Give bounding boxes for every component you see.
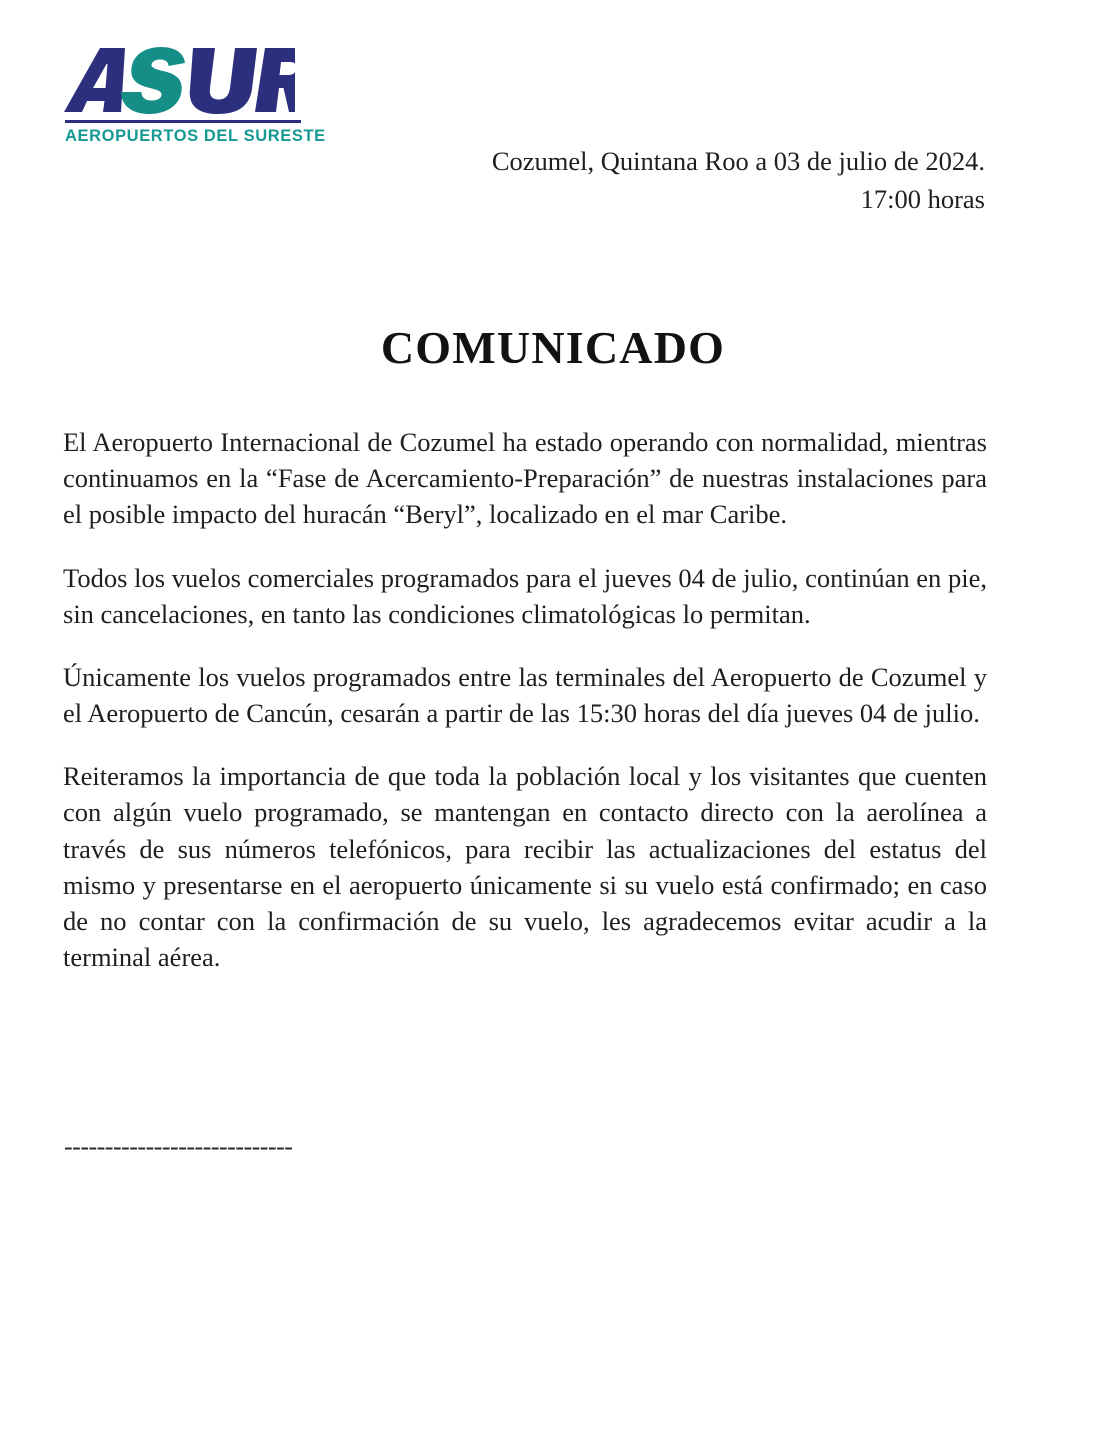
asur-logo (63, 44, 326, 146)
dateline (492, 143, 985, 218)
signature-dashed-rule: ---------------------------- (64, 1132, 293, 1161)
asur-wordmark-icon (63, 44, 295, 116)
document-body (63, 424, 987, 975)
logo-tagline: AEROPUERTOS DEL SURESTE (65, 127, 326, 145)
body-paragraph-3: Únicamente los vuelos programados entre las terminales del Aeropuerto de Cozumel y el Aeropuerto de Cancún, cesarán a partir de las 15:30 horas del día jueves 04 de julio. (63, 661, 987, 729)
body-paragraph-2: Todos los vuelos comerciales programados para el jueves 04 de julio, continúan en pie, sin cancelaciones, en tanto las condiciones climatológicas lo permitan. (63, 562, 987, 629)
page-title: COMUNICADO (380, 321, 726, 373)
logo-divider-rule (65, 120, 301, 123)
dateline-place-date: Cozumel, Quintana Roo a 03 de julio de 2024. (491, 146, 985, 176)
dateline-time: 17:00 horas (860, 183, 985, 214)
body-paragraph-4: Reiteramos la importancia de que toda la población local y los visitantes que cuenten con algún vuelo programado, se mantengan en contacto directo con la aerolínea a través de sus números telefónicos, para recibir las actualizaciones del estatus del mismo y presentarse en el aeropuerto únicamente si su vuelo está confirmado; en caso de no contar con la confirmación de su vuelo, les agradecemos evitar acudir a la terminal aérea. (63, 761, 987, 973)
body-paragraph-1: El Aeropuerto Internacional de Cozumel ha estado operando con normalidad, mientras continuamos en la “Fase de Acercamiento-Preparación” de nuestras instalaciones para el posible impacto del huracán “Beryl”, localizado en el mar Caribe. (63, 427, 987, 530)
